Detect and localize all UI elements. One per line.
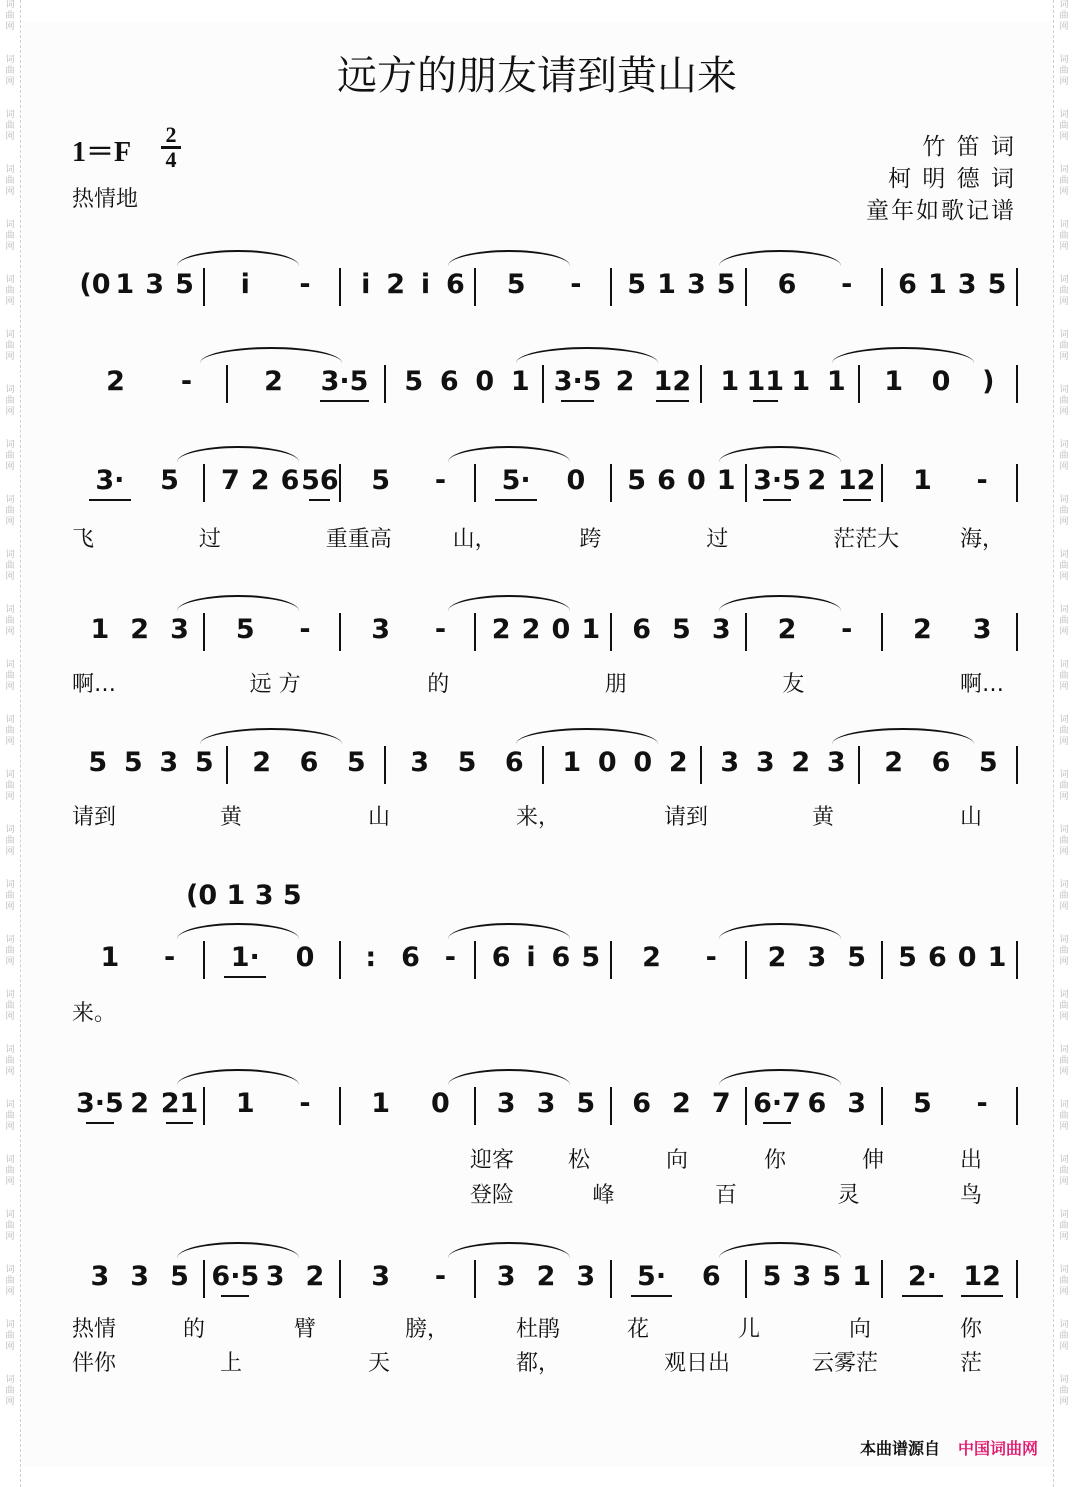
lyric-text: 儿	[738, 1317, 761, 1342]
note: 3	[496, 1261, 516, 1292]
bar-line	[610, 268, 612, 306]
note: 2	[386, 269, 406, 300]
note: 1	[852, 1261, 872, 1292]
note: -	[299, 1088, 311, 1119]
bar-line	[339, 464, 341, 502]
bar-line	[203, 941, 205, 979]
note: 5	[898, 942, 917, 973]
note: 1	[581, 614, 601, 645]
underline-beam	[309, 499, 330, 501]
lyric-text: 峰	[592, 1183, 615, 1208]
note: 3	[847, 1088, 867, 1119]
note: 2	[536, 1261, 556, 1292]
note: 0	[295, 942, 315, 973]
note: 3	[371, 1261, 391, 1292]
note: 6	[632, 614, 652, 645]
note: 12	[837, 465, 876, 496]
note: 0	[475, 366, 495, 397]
lyric-text: 都，	[516, 1351, 561, 1376]
lyric-text: 膀，	[405, 1317, 450, 1342]
lyric-text: 请到	[664, 805, 709, 830]
note: 3	[170, 614, 189, 645]
note: 2	[264, 366, 283, 397]
left-watermark-strip: 词 曲 网 词 曲 网 词 曲 网 词 曲 网 词 曲 网 词 曲 网 词 曲 网 词 曲 网 词 曲 网 词 曲 网 词 曲 网 词 曲 网 词 曲 网 词 曲 网 词 曲 网 词 曲 网 词 曲 网 词 曲 网 词 曲 网 词 曲 网 词 曲 网 词 曲 网 词 曲 网 词 曲 网 词 曲 网 词 曲 网	[0, 0, 21, 1487]
note: -	[705, 942, 717, 973]
lyric-text: 来，	[516, 805, 561, 830]
underline-beam	[843, 499, 871, 501]
note: 5	[404, 366, 424, 397]
bar-line	[1016, 746, 1018, 784]
note: 5	[123, 747, 143, 778]
note: 6	[701, 1261, 721, 1292]
bar-line	[745, 268, 747, 306]
note: 5	[987, 269, 1007, 300]
bar-line	[700, 746, 702, 784]
lyric-text: 跨	[579, 527, 602, 552]
bar-line	[384, 746, 386, 784]
underline-beam	[763, 1122, 791, 1124]
note: 2	[252, 747, 272, 778]
note: 5·	[501, 465, 531, 496]
note: 3·	[95, 465, 125, 496]
note: 3	[159, 747, 179, 778]
note: 3	[536, 1088, 556, 1119]
underline-beam	[902, 1295, 944, 1297]
note: 3	[410, 747, 430, 778]
note: 3·5	[753, 465, 801, 496]
note: -	[434, 1261, 447, 1292]
lyric-text: 鸟	[960, 1183, 983, 1208]
underline-beam	[561, 400, 594, 402]
underline-beam	[221, 1295, 249, 1297]
note: 3	[576, 1261, 596, 1292]
lyric-text: 迎客	[470, 1148, 515, 1173]
lyric-text: 花	[627, 1317, 650, 1342]
note: i	[526, 942, 536, 973]
note: 3	[496, 1088, 516, 1119]
note: -	[976, 465, 988, 496]
note: 2	[491, 614, 511, 645]
note: 5	[175, 269, 194, 300]
bar-line	[1016, 365, 1018, 403]
note: 1	[826, 366, 846, 397]
credit-line-2: 柯 明 德 词	[888, 166, 1016, 192]
note: 5	[913, 1088, 932, 1119]
bar-line	[1016, 464, 1018, 502]
bar-line	[881, 1260, 883, 1298]
lyric-text: 天	[368, 1351, 391, 1376]
note: -	[434, 614, 447, 645]
lyric-text: 臂	[294, 1317, 317, 1342]
bar-line	[881, 464, 883, 502]
song-title: 远方的朋友请到黄山来	[337, 53, 737, 99]
lyric-text: 山，	[452, 527, 497, 552]
lyric-text: 出	[960, 1148, 983, 1173]
bar-line	[203, 464, 205, 502]
bar-line	[881, 613, 883, 651]
bar-line	[474, 464, 476, 502]
note: 3	[130, 1261, 150, 1292]
note: (0	[79, 269, 111, 300]
bar-line	[881, 268, 883, 306]
note: 6	[551, 942, 571, 973]
note: 1	[716, 465, 736, 496]
lyric-text: 观日出	[664, 1351, 731, 1376]
note: 2	[106, 366, 125, 397]
note: 5	[581, 942, 601, 973]
bar-line	[203, 268, 205, 306]
note: 2	[884, 747, 904, 778]
note: 2	[250, 465, 270, 496]
bar-line	[881, 1087, 883, 1125]
bar-line	[610, 613, 612, 651]
bar-line	[610, 941, 612, 979]
note: 5	[822, 1261, 842, 1292]
bar-line	[858, 746, 860, 784]
lyric-text: 黄	[220, 805, 243, 830]
underline-beam	[89, 499, 131, 501]
note: 6	[657, 465, 676, 496]
note: 1	[562, 747, 582, 778]
note: 6	[401, 942, 420, 973]
note: 6	[445, 269, 465, 300]
note: 3·5	[75, 1088, 124, 1119]
note: -	[841, 614, 853, 645]
bar-line	[745, 1087, 747, 1125]
lyric-text: 你	[960, 1317, 983, 1342]
underline-beam	[495, 499, 537, 501]
note: 0	[566, 465, 586, 496]
note: 3	[265, 1261, 285, 1292]
note: 6	[898, 269, 917, 300]
note: 5	[160, 465, 179, 496]
underline-beam	[656, 400, 689, 402]
underline-beam	[753, 400, 778, 402]
note: 3·5	[553, 366, 602, 397]
lyric-text: 山	[368, 805, 391, 830]
note: 0	[957, 942, 977, 973]
bar-line	[474, 268, 476, 306]
note: 5	[506, 269, 526, 300]
note: 1	[927, 269, 947, 300]
bar-line	[474, 941, 476, 979]
bar-line	[542, 365, 544, 403]
lyric-text: 黄	[812, 805, 835, 830]
note: -	[180, 366, 193, 397]
note: -	[976, 1088, 988, 1119]
underline-beam	[961, 1295, 1003, 1297]
note: 1	[913, 465, 932, 496]
lyric-text: 灵	[837, 1183, 860, 1208]
note: 2	[130, 1088, 150, 1119]
note: 5	[457, 747, 477, 778]
note: 2	[305, 1261, 325, 1292]
underline-beam	[763, 499, 791, 501]
underline-beam	[166, 1122, 194, 1124]
note: 6·7	[753, 1088, 801, 1119]
note: 21	[160, 1088, 199, 1119]
note: 3	[957, 269, 977, 300]
note: 3	[720, 747, 740, 778]
note: 3	[972, 614, 992, 645]
lyric-text: 松	[568, 1148, 591, 1173]
intro-notes: (0 1 3 5	[186, 880, 302, 911]
note: i	[240, 269, 250, 300]
bar-line	[339, 1260, 341, 1298]
underline-beam	[86, 1122, 114, 1124]
note: 5	[88, 747, 108, 778]
lyric-text: 远 方	[249, 672, 301, 697]
tempo-marking: 热情地	[72, 187, 139, 212]
lyric-text: 茫	[960, 1351, 983, 1376]
underline-beam	[631, 1295, 673, 1297]
bar-line	[542, 746, 544, 784]
note: 3	[755, 747, 775, 778]
bar-line	[339, 268, 341, 306]
bar-line	[226, 365, 228, 403]
bar-line	[1016, 941, 1018, 979]
footer-source	[860, 1436, 1038, 1459]
note: 2	[521, 614, 541, 645]
note: 1	[371, 1088, 391, 1119]
note: 5	[672, 614, 691, 645]
lyric-text: 向	[666, 1148, 689, 1173]
note: 2	[615, 366, 635, 397]
lyric-text: 朋	[604, 672, 627, 697]
note: 5	[716, 269, 736, 300]
source-label: 本曲谱源自	[859, 1439, 940, 1458]
lyric-text: 云雾茫	[812, 1351, 879, 1376]
note: 5	[170, 1261, 189, 1292]
credit-line-1: 竹 笛 词	[922, 134, 1016, 160]
note: -	[163, 942, 176, 973]
time-signature-bottom: 4	[165, 147, 177, 172]
underline-beam	[224, 976, 266, 978]
note: 1	[720, 366, 740, 397]
lyric-text: 茫茫大	[833, 527, 900, 552]
lyric-text: 的	[183, 1317, 206, 1342]
note: 5·	[637, 1261, 667, 1292]
note: 2	[642, 942, 661, 973]
note: 0	[597, 747, 617, 778]
lyric-text: 百	[715, 1183, 738, 1208]
credit-line-3: 童年如歌记谱	[866, 198, 1016, 224]
bar-line	[610, 1260, 612, 1298]
note: 6	[280, 465, 300, 496]
note: )	[982, 366, 995, 397]
bar-line	[474, 613, 476, 651]
note: -	[570, 269, 582, 300]
note: 0	[686, 465, 706, 496]
note: 2	[767, 942, 787, 973]
note: 7	[220, 465, 240, 496]
bar-line	[1016, 268, 1018, 306]
note: 3	[145, 269, 165, 300]
note: i	[420, 269, 431, 300]
bar-line	[745, 941, 747, 979]
note: 56	[301, 465, 339, 496]
note: 3	[686, 269, 706, 300]
bar-line	[610, 1087, 612, 1125]
note: 5	[235, 614, 255, 645]
note: 2	[130, 614, 150, 645]
note: 1	[115, 269, 135, 300]
lyric-text: 热情	[72, 1317, 117, 1342]
lyric-text: 的	[427, 672, 450, 697]
note: 2	[807, 465, 827, 496]
note: 1	[235, 1088, 255, 1119]
note: 2·	[907, 1261, 937, 1292]
note: 6	[927, 942, 947, 973]
note: 6	[931, 747, 951, 778]
lyric-text: 海，	[960, 527, 1005, 552]
note: 5	[627, 269, 647, 300]
note: 0	[633, 747, 653, 778]
bar-line	[474, 1087, 476, 1125]
note: -	[299, 614, 311, 645]
note: -	[299, 269, 311, 300]
site-name[interactable]: 中国词曲网	[957, 1439, 1038, 1458]
time-signature	[160, 124, 182, 171]
bar-line	[700, 365, 702, 403]
note: 5	[346, 747, 366, 778]
note: 1	[987, 942, 1007, 973]
note: 7	[711, 1088, 731, 1119]
lyric-text: 请到	[72, 805, 117, 830]
lyric-text: 你	[764, 1148, 787, 1173]
bar-line	[203, 1260, 205, 1298]
bar-line	[203, 1087, 205, 1125]
time-signature-top: 2	[165, 122, 177, 147]
note: 5	[576, 1088, 596, 1119]
note: 3	[807, 942, 827, 973]
bar-line	[339, 1087, 341, 1125]
lyric-text: 来。	[72, 1001, 117, 1026]
note: -	[434, 465, 447, 496]
note: 3·5	[320, 366, 369, 397]
bar-line	[881, 941, 883, 979]
note: 2	[913, 614, 932, 645]
lyric-text: 杜鹃	[516, 1317, 561, 1342]
bar-line	[1016, 1087, 1018, 1125]
note: 1·	[230, 942, 260, 973]
note: i	[361, 269, 371, 300]
bar-line	[858, 365, 860, 403]
lyric-text: 伸	[862, 1148, 885, 1173]
note: 5	[762, 1261, 782, 1292]
bar-line	[745, 464, 747, 502]
note: 0	[931, 366, 951, 397]
note: 5	[627, 465, 647, 496]
bar-line	[474, 1260, 476, 1298]
note: 6	[439, 366, 459, 397]
note: -	[841, 269, 853, 300]
note: 3	[711, 614, 731, 645]
note: 12	[963, 1261, 1001, 1292]
bar-line	[745, 613, 747, 651]
note: 2	[777, 614, 797, 645]
note: 5	[978, 747, 998, 778]
lyric-text: 伴你	[72, 1351, 117, 1376]
note: 0	[551, 614, 571, 645]
lyric-text: 过	[706, 527, 729, 552]
note: 3	[826, 747, 846, 778]
lyric-text: 飞	[72, 527, 95, 552]
bar-line	[384, 365, 386, 403]
note: 2	[672, 1088, 691, 1119]
lyric-text: 啊…	[960, 672, 1005, 697]
note: 12	[653, 366, 692, 397]
bar-line	[339, 941, 341, 979]
note: 1	[657, 269, 676, 300]
note: 11	[746, 366, 785, 397]
note: 1	[100, 942, 120, 973]
note: 6	[504, 747, 524, 778]
note: 3	[371, 614, 391, 645]
lyric-text: 登险	[470, 1183, 515, 1208]
note: 5	[371, 465, 391, 496]
lyric-text: 友	[782, 672, 805, 697]
key-signature: 1＝F	[72, 137, 132, 168]
note: 6	[491, 942, 511, 973]
lyric-text: 啊…	[72, 672, 117, 697]
note: 1	[510, 366, 530, 397]
note: :	[365, 942, 377, 973]
underline-beam	[320, 400, 370, 402]
note: 5	[847, 942, 867, 973]
bar-line	[226, 746, 228, 784]
bar-line	[1016, 1260, 1018, 1298]
note: 1	[90, 614, 110, 645]
note: 6	[632, 1088, 652, 1119]
note: 2	[791, 747, 811, 778]
right-watermark-strip: 词 曲 网 词 曲 网 词 曲 网 词 曲 网 词 曲 网 词 曲 网 词 曲 网 词 曲 网 词 曲 网 词 曲 网 词 曲 网 词 曲 网 词 曲 网 词 曲 网 词 曲 网 词 曲 网 词 曲 网 词 曲 网 词 曲 网 词 曲 网 词 曲 网 词 曲 网 词 曲 网 词 曲 网 词 曲 网 词 曲 网	[1053, 0, 1074, 1487]
bar-line	[745, 1260, 747, 1298]
note: 0	[431, 1088, 450, 1119]
note: 3	[792, 1261, 812, 1292]
note: 6	[777, 269, 797, 300]
note: 6	[299, 747, 319, 778]
bar-line	[203, 613, 205, 651]
note: 6	[807, 1088, 827, 1119]
note: 6·5	[211, 1261, 260, 1292]
lyric-text: 重重高	[325, 527, 392, 552]
note: 2	[668, 747, 688, 778]
note: 3	[90, 1261, 110, 1292]
bar-line	[339, 613, 341, 651]
note: -	[444, 942, 456, 973]
note: 1	[884, 366, 904, 397]
bar-line	[1016, 613, 1018, 651]
lyric-text: 上	[220, 1351, 243, 1376]
note: 5	[194, 747, 214, 778]
note: 1	[791, 366, 811, 397]
lyric-text: 山	[960, 805, 983, 830]
bar-line	[610, 464, 612, 502]
lyric-text: 向	[849, 1317, 872, 1342]
lyric-text: 过	[198, 527, 221, 552]
